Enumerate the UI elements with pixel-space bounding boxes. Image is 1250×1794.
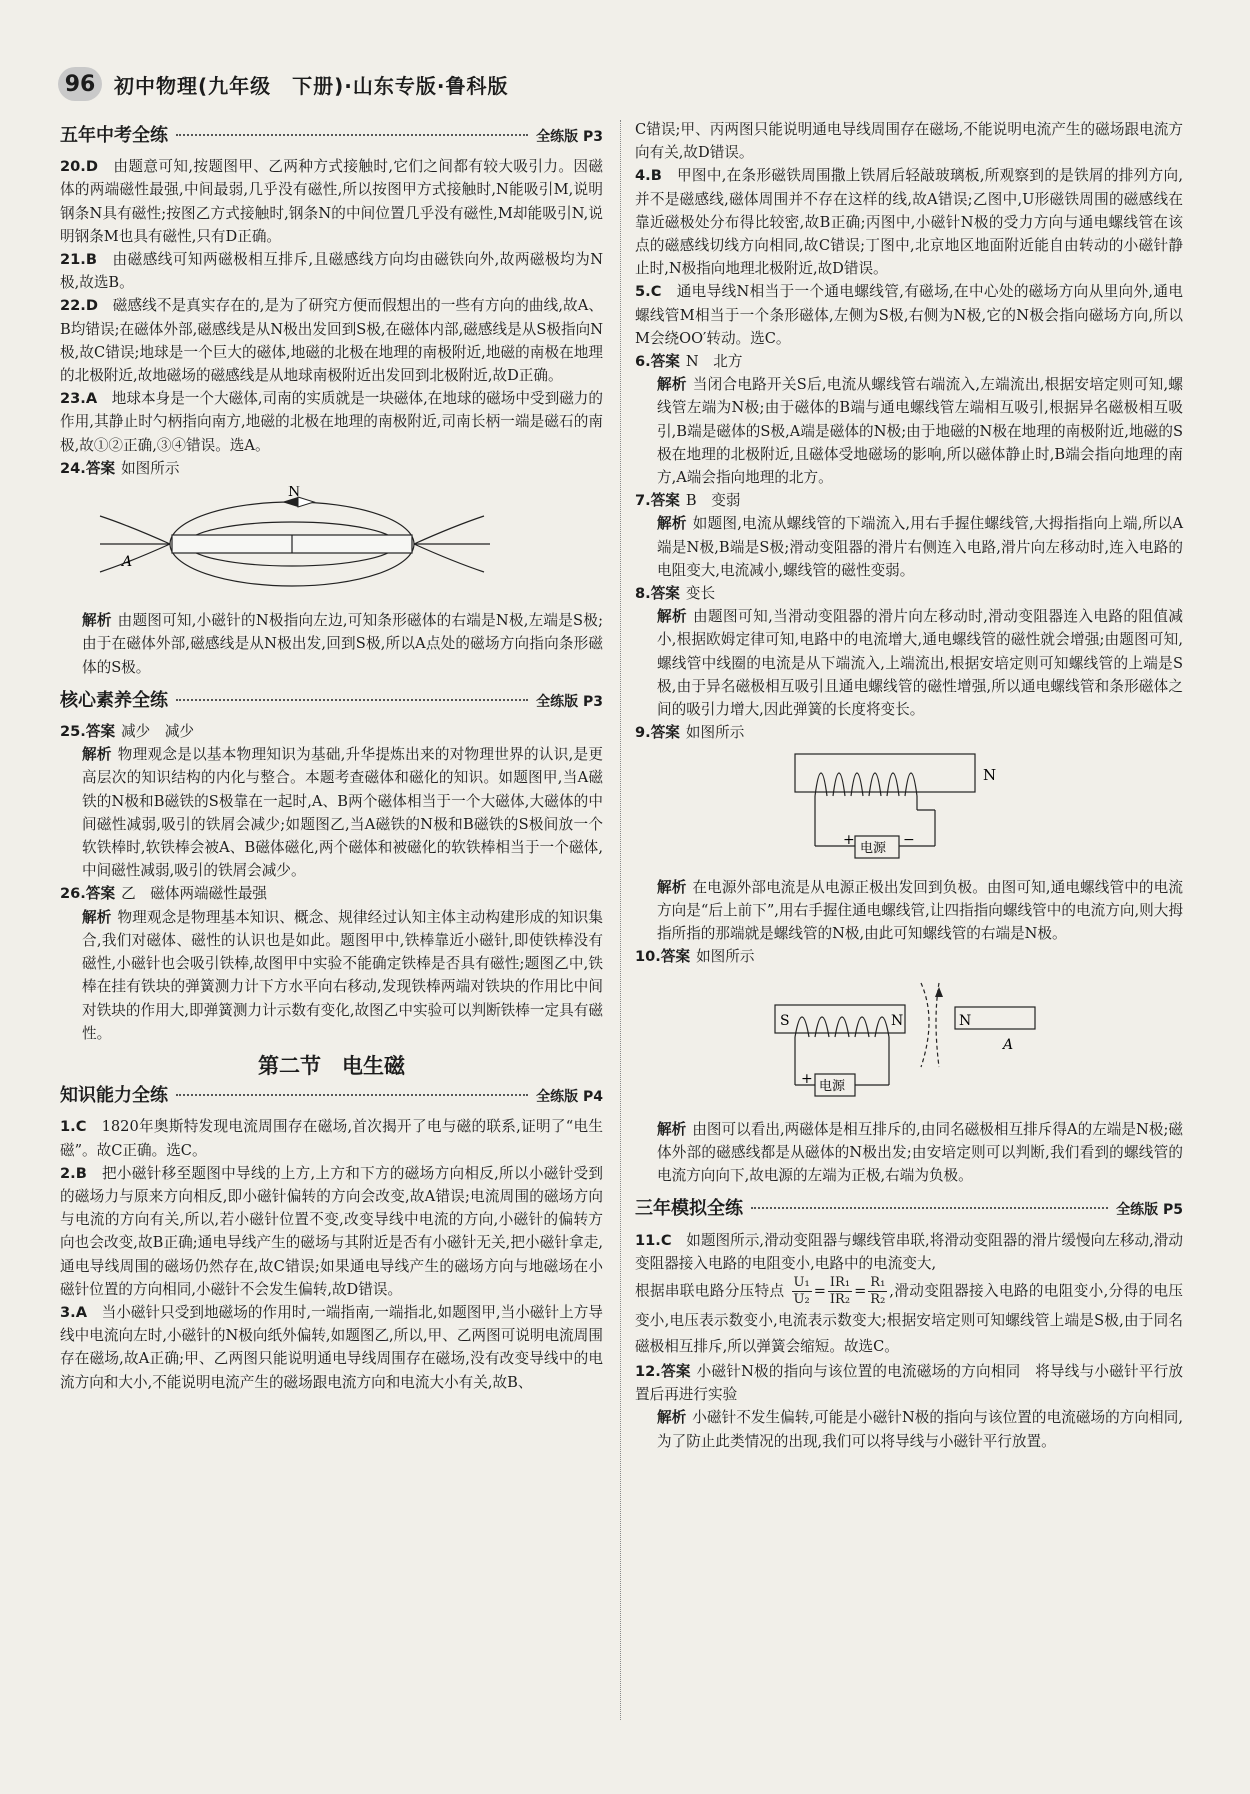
figure-label-minus: − xyxy=(903,832,915,849)
fraction xyxy=(828,1275,852,1308)
equals-sign: = xyxy=(854,1282,867,1300)
question-number: 24. xyxy=(60,459,86,477)
left-column xyxy=(60,118,603,1394)
answer-item xyxy=(635,721,1183,744)
answer-item xyxy=(60,294,603,387)
explanation-tag: 解析 xyxy=(657,1120,687,1138)
section-header xyxy=(635,1197,1183,1222)
section-ref: 全练版 P3 xyxy=(536,693,603,710)
question-number: 1.C xyxy=(60,1118,87,1136)
answer-text: 通电导线N相当于一个通电螺线管,有磁场,在中心处的磁场方向从里向外,通电螺线管M相当于一个条形磁体,左侧为S极,右侧为N极,它的N极会指向磁场方向,所以M会绕OO′转动。选C。 xyxy=(635,283,1183,347)
answer-text: 由题意可知,按题图甲、乙两种方式接触时,它们之间都有较大吸引力。因磁体的两端磁性最强,中间最弱,几乎没有磁性,所以按图甲方式接触时,N能吸引M,说明钢条N具有磁性;按图乙方式接触时,钢条N的中间位置几乎没有磁性,M却能吸引N,说明钢条M也具有磁性,只有D正确。 xyxy=(60,158,603,245)
answer-text: 如图所示 xyxy=(696,948,755,966)
fraction xyxy=(792,1275,812,1308)
question-number: 10. xyxy=(635,948,661,966)
question-number: 5.C xyxy=(635,283,662,301)
question-number: 12. xyxy=(635,1362,661,1380)
answer-item xyxy=(635,280,1183,350)
figure-label-plus: + xyxy=(843,832,855,849)
equals-sign: = xyxy=(813,1282,826,1300)
explanation-text: 物理观念是以基本物理知识为基础,升华提炼出来的对物理世界的认识,是更高层次的知识结构的内化与整合。本题考查磁体和磁化的知识。如题图甲,当A磁铁的N极和B磁铁的S极靠在一起时,A、B两个磁体相当于一个大磁体,大磁体的中间磁性减弱,吸引的铁屑会减少;如题图乙,当A磁铁的N极和B磁铁的S极间放一个软铁棒时,软铁棒会被A、B磁体磁化,两个磁体和被磁化的软铁棒相当于一个磁体,中间磁性减弱,吸引的铁屑会减少。 xyxy=(82,746,603,880)
figure-label-a: A xyxy=(122,554,133,571)
explanation-tag: 解析 xyxy=(657,878,687,896)
answer-tag: 答案 xyxy=(650,353,680,371)
answer-item xyxy=(60,387,603,457)
compass-needle-s xyxy=(298,497,314,507)
answer-tag: 答案 xyxy=(85,723,116,741)
right-column xyxy=(635,118,1183,1453)
answer-tag: 答案 xyxy=(650,585,680,603)
page-number: 96 xyxy=(58,67,102,101)
section-title: 知识能力全练 xyxy=(60,1085,168,1107)
answer-item xyxy=(60,1162,603,1301)
answer-text: 甲图中,在条形磁铁周围撒上铁屑后轻敲玻璃板,所观察到的是铁屑的排列方向,并不是磁感线,磁体周围并不存在这样的线,故A错误;乙图中,U形磁铁周围的磁感线在靠近磁极处分布得比较密,故B正确;丙图中,小磁针N极的受力方向与通电螺线管在该点的磁感线切线方向相同,故C错误;丁图中,北京地区地面附近能自由转动的小磁针静止时,N极指向地理北极附近,故D错误。 xyxy=(635,167,1183,278)
denominator: U₂ xyxy=(793,1291,810,1307)
section-header xyxy=(60,689,603,714)
answer-text: 乙 磁体两端磁性最强 xyxy=(121,885,268,903)
answer-text: 如题图所示,滑动变阻器与螺线管串联,将滑动变阻器的滑片缓慢向左移动,滑动变阻器接入电路的电阻变小,电路中的电流变大, xyxy=(635,1231,1183,1272)
explanation xyxy=(635,1406,1183,1452)
answer-text: ,滑动变阻器接入电路的电阻变小,分得的电压变小,电压表示数变小,电流表示数变大;根据安培定则可知螺线管上端是S极,由于同名磁极相互排斥,所以弹簧会缩短。故选C。 xyxy=(635,1282,1183,1355)
answer-text: 1820年奥斯特发现电流周围存在磁场,首次揭开了电与磁的联系,证明了“电生磁”。故C正确。选C。 xyxy=(60,1118,603,1159)
denominator: R₂ xyxy=(870,1291,886,1307)
figure-label-plus: + xyxy=(801,1070,813,1087)
question-number: 9. xyxy=(635,724,651,742)
answer-item xyxy=(60,1301,603,1394)
question-number: 2.B xyxy=(60,1164,87,1182)
explanation-text: 如题图,电流从螺线管的下端流入,用右手握住螺线管,大拇指指向上端,所以A端是N极,B端是S极;滑动变阻器的滑片右侧连入电路,滑片向左移动时,连入电路的电阻变大,电流减小,螺线管的磁性变弱。 xyxy=(657,515,1183,579)
question-number: 21.B xyxy=(60,251,97,269)
explanation-text: 当闭合电路开关S后,电流从螺线管右端流入,左端流出,根据安培定则可知,螺线管左端为N极;由于磁体的B端与通电螺线管左端相互吸引,根据异名磁极相互吸引,B端是磁体的S极,A端是磁体的N极;由于地磁的N极在地理的南极附近,地磁的S极在地理的北极附近,且磁体受地磁场的影响,所以磁体静止时,B端会指向地理的南方,A端会指向地理的北方。 xyxy=(657,376,1183,487)
question-number: 4.B xyxy=(635,167,662,185)
answer-item xyxy=(635,582,1183,605)
answer-text: 小磁针N极的指向与该位置的电流磁场的方向相同 将导线与小磁针平行放置后再进行实验 xyxy=(635,1362,1183,1404)
explanation-tag: 解析 xyxy=(82,612,112,630)
answer-tag: 答案 xyxy=(85,885,116,903)
denominator: IR₂ xyxy=(829,1291,851,1307)
answer-text: 如图所示 xyxy=(685,724,745,742)
bar-magnet-diagram xyxy=(60,486,603,596)
numerator: IR₁ xyxy=(829,1274,851,1290)
explanation-text: 由题图可知,小磁针的N极指向左边,可知条形磁体的右端是N极,左端是S极;由于在磁体外部,磁感线是从N极出发,回到S极,所以A点处的磁场方向指向条形磁体的S极。 xyxy=(82,612,603,676)
explanation xyxy=(635,373,1183,489)
explanation-tag: 解析 xyxy=(657,1409,687,1427)
answer-text: 地球本身是一个大磁体,司南的实质就是一块磁体,在地球的磁场中受到磁力的作用,其静止时勺柄指向南方,地磁的北极在地理的南极附近,司南长柄一端是磁石的南极,故①②正确,③④错误。选A。 xyxy=(60,390,603,454)
numerator: R₁ xyxy=(870,1274,886,1290)
answer-item xyxy=(60,457,603,480)
answer-text: 磁感线不是真实存在的,是为了研究方便而假想出的一些有方向的曲线,故A、B均错误;在磁体外部,磁感线是从N极出发回到S极,在磁体内部,磁感线是从S极指向N极,故C错误;地球是一个巨大的磁体,地磁的北极在地理的南极附近,地磁的南极在地理的北极附近,故地磁场的磁感线是从地球南极附近出发回到北极附近,故D正确。 xyxy=(60,297,603,385)
explanation-text: 小磁针不发生偏转,可能是小磁针N极的指向与该位置的电流磁场的方向相同,为了防止此类情况的出现,我们可以将导线与小磁针平行放置。 xyxy=(657,1409,1183,1450)
section-title: 三年模拟全练 xyxy=(635,1198,743,1220)
question-number: 11.C xyxy=(635,1231,672,1249)
figure-label-n: N xyxy=(288,486,301,501)
leader-dots xyxy=(176,134,528,136)
answer-item xyxy=(635,1360,1183,1406)
answer-item xyxy=(635,945,1183,968)
solenoid-circuit-diagram xyxy=(635,750,1183,862)
question-number: 23.A xyxy=(60,390,98,408)
leader-dots xyxy=(176,1094,528,1096)
answer-item xyxy=(60,720,603,743)
question-number: 25. xyxy=(60,723,86,741)
section-header xyxy=(60,1084,603,1109)
magnet-field-figure xyxy=(60,486,603,603)
explanation-text: 在电源外部电流是从电源正极出发回到负极。由图可知,通电螺线管中的电流方向是“后上前下”,用右手握住通电螺线管,让四指指向螺线管中的电流方向,则大拇指所指的那端就是螺线管的N极,由此可知螺线管的右端是N极。 xyxy=(657,878,1183,943)
answer-tag: 答案 xyxy=(660,1362,691,1380)
section-header xyxy=(60,124,603,149)
answer-text: 变长 xyxy=(685,585,716,603)
explanation xyxy=(635,1118,1183,1188)
chapter-title: 第二节 电生磁 xyxy=(258,1053,405,1078)
explanation xyxy=(635,605,1183,721)
figure-label-n: N xyxy=(891,1012,904,1029)
answer-item xyxy=(635,350,1183,373)
explanation-tag: 解析 xyxy=(82,908,112,926)
power-source-label: 电源 xyxy=(860,841,887,857)
column-divider xyxy=(620,120,622,1720)
figure-label-a: A xyxy=(1003,1036,1014,1053)
explanation xyxy=(60,609,603,679)
answer-text: 根据串联电路分压特点 xyxy=(635,1282,785,1300)
answer-item xyxy=(60,155,603,248)
answer-item xyxy=(60,882,603,905)
explanation-tag: 解析 xyxy=(82,746,112,764)
answer-text: B 变弱 xyxy=(685,492,741,510)
leader-dots xyxy=(176,699,528,701)
answer-tag: 答案 xyxy=(85,459,116,477)
question-number: 7. xyxy=(635,492,651,510)
question-number: 3.A xyxy=(60,1303,87,1321)
explanation-text: 由题图可知,当滑动变阻器的滑片向左移动时,滑动变阻器连入电路的阻值减小,根据欧姆定律可知,电路中的电流增大,通电螺线管的磁性就会增强;由题图可知,螺线管中线圈的电流是从下端流入,上端流出,根据安培定则可知螺线管的上端是S极,由于异名磁极相互吸引且通电螺线管的磁性增强,所以通电螺线管和条形磁体之间的吸引力增大,因此弹簧的长度将变长。 xyxy=(657,608,1183,719)
section-ref: 全练版 P4 xyxy=(536,1089,603,1106)
answer-tag: 答案 xyxy=(650,724,680,742)
answer-item xyxy=(635,164,1183,280)
answer-text: 把小磁针移至题图中导线的上方,上方和下方的磁场方向相反,所以小磁针受到的磁场力与原来方向相反,即小磁针偏转的方向会改变,故A错误;电流周围的磁场方向与电流的方向有关,所以,若小磁针位置不变,改变导线中电流的方向,小磁针的偏转方向也会改变,故B正确;通电导线产生的磁场与其附近是否有小磁针无关,把小磁针拿走,通电导线周围的磁场仍然存在,故C错误;如果通电导线产生的磁场方向与地磁场在小磁针位置的方向相同,小磁针不会发生偏转,故D错误。 xyxy=(60,1164,603,1298)
figure-label-s: S xyxy=(780,1012,790,1029)
explanation xyxy=(60,906,603,1045)
question-number: 8. xyxy=(635,585,651,603)
answer-item xyxy=(635,1229,1183,1275)
answer-item xyxy=(635,489,1183,512)
figure-label-n: N xyxy=(959,1012,972,1029)
numerator: U₁ xyxy=(793,1274,810,1290)
explanation xyxy=(60,743,603,882)
repulsion-figure xyxy=(635,975,1183,1112)
answer-item xyxy=(60,248,603,294)
question-number: 26. xyxy=(60,885,86,903)
solenoid-figure xyxy=(635,750,1183,869)
leader-dots xyxy=(751,1207,1108,1209)
answer-tag: 答案 xyxy=(650,492,680,510)
page-header xyxy=(58,64,508,104)
question-number: 20.D xyxy=(60,158,98,176)
explanation xyxy=(635,512,1183,582)
figure-label-n: N xyxy=(983,766,997,785)
answer-tag: 答案 xyxy=(660,948,691,966)
explanation xyxy=(635,876,1183,946)
section-ref: 全练版 P3 xyxy=(536,129,603,145)
fraction xyxy=(868,1275,887,1308)
answer-text: N 北方 xyxy=(685,353,743,371)
field-arrow xyxy=(935,987,943,997)
answer-text: 由磁感线可知两磁极相互排斥,且磁感线方向均由磁铁向外,故两磁极均为N极,故选B。 xyxy=(60,251,603,292)
answer-item-formula xyxy=(635,1275,1183,1360)
power-source-label: 电源 xyxy=(819,1078,846,1094)
repulsion-circuit-diagram xyxy=(635,975,1183,1105)
answer-text: 当小磁针只受到地磁场的作用时,一端指南,一端指北,如题图甲,当小磁针上方导线中电流向左时,小磁针的N极向纸外偏转,如题图乙,所以,甲、乙两图可说明电流周围存在磁场,故A正确;甲、乙两图只能说明通电导线周围存在磁场,没有改变导线中的电流方向和大小,不能说明电流产生的磁场跟电流方向和电流大小有关,故B、 xyxy=(60,1303,603,1391)
section-title: 核心素养全练 xyxy=(60,689,168,711)
question-number: 6. xyxy=(635,353,651,371)
section-title: 五年中考全练 xyxy=(60,125,168,146)
explanation-tag: 解析 xyxy=(657,515,687,533)
answer-item-continued: C错误;甲、丙两图只能说明通电导线周围存在磁场,不能说明电流产生的磁场跟电流方向有关,故D错误。 xyxy=(635,121,1183,162)
answer-text: 减少 减少 xyxy=(121,723,195,741)
section-ref: 全练版 P5 xyxy=(1116,1202,1183,1219)
explanation-tag: 解析 xyxy=(657,608,688,626)
answer-item xyxy=(60,1115,603,1161)
explanation-tag: 解析 xyxy=(657,376,687,394)
answer-text: 如图所示 xyxy=(121,459,180,477)
book-title: 初中物理(九年级 下册)·山东专版·鲁科版 xyxy=(114,73,509,98)
question-number: 22.D xyxy=(60,297,98,315)
explanation-text: 物理观念是物理基本知识、概念、规律经过认知主体主动构建形成的知识集合,我们对磁体、磁性的认识也是如此。题图甲中,铁棒靠近小磁针,即使铁棒没有磁性,小磁针也会吸引铁棒,故图甲中实验不能确定铁棒是否具有磁性;题图乙中,铁棒在挂有铁块的弹簧测力计下方水平向右移动,发现铁棒两端对铁块的作用比中间对铁块的作用大,即弹簧测力计示数有变化,故图乙中实验可以判断铁棒一定具有磁性。 xyxy=(82,908,603,1042)
explanation-text: 由图可以看出,两磁体是相互排斥的,由同名磁极相互排斥得A的左端是N极;磁体外部的磁感线都是从磁体的N极出发;由安培定则可以判断,我们看到的螺线管的电流方向向下,故电源的左端为正极,右端为负极。 xyxy=(657,1120,1183,1185)
